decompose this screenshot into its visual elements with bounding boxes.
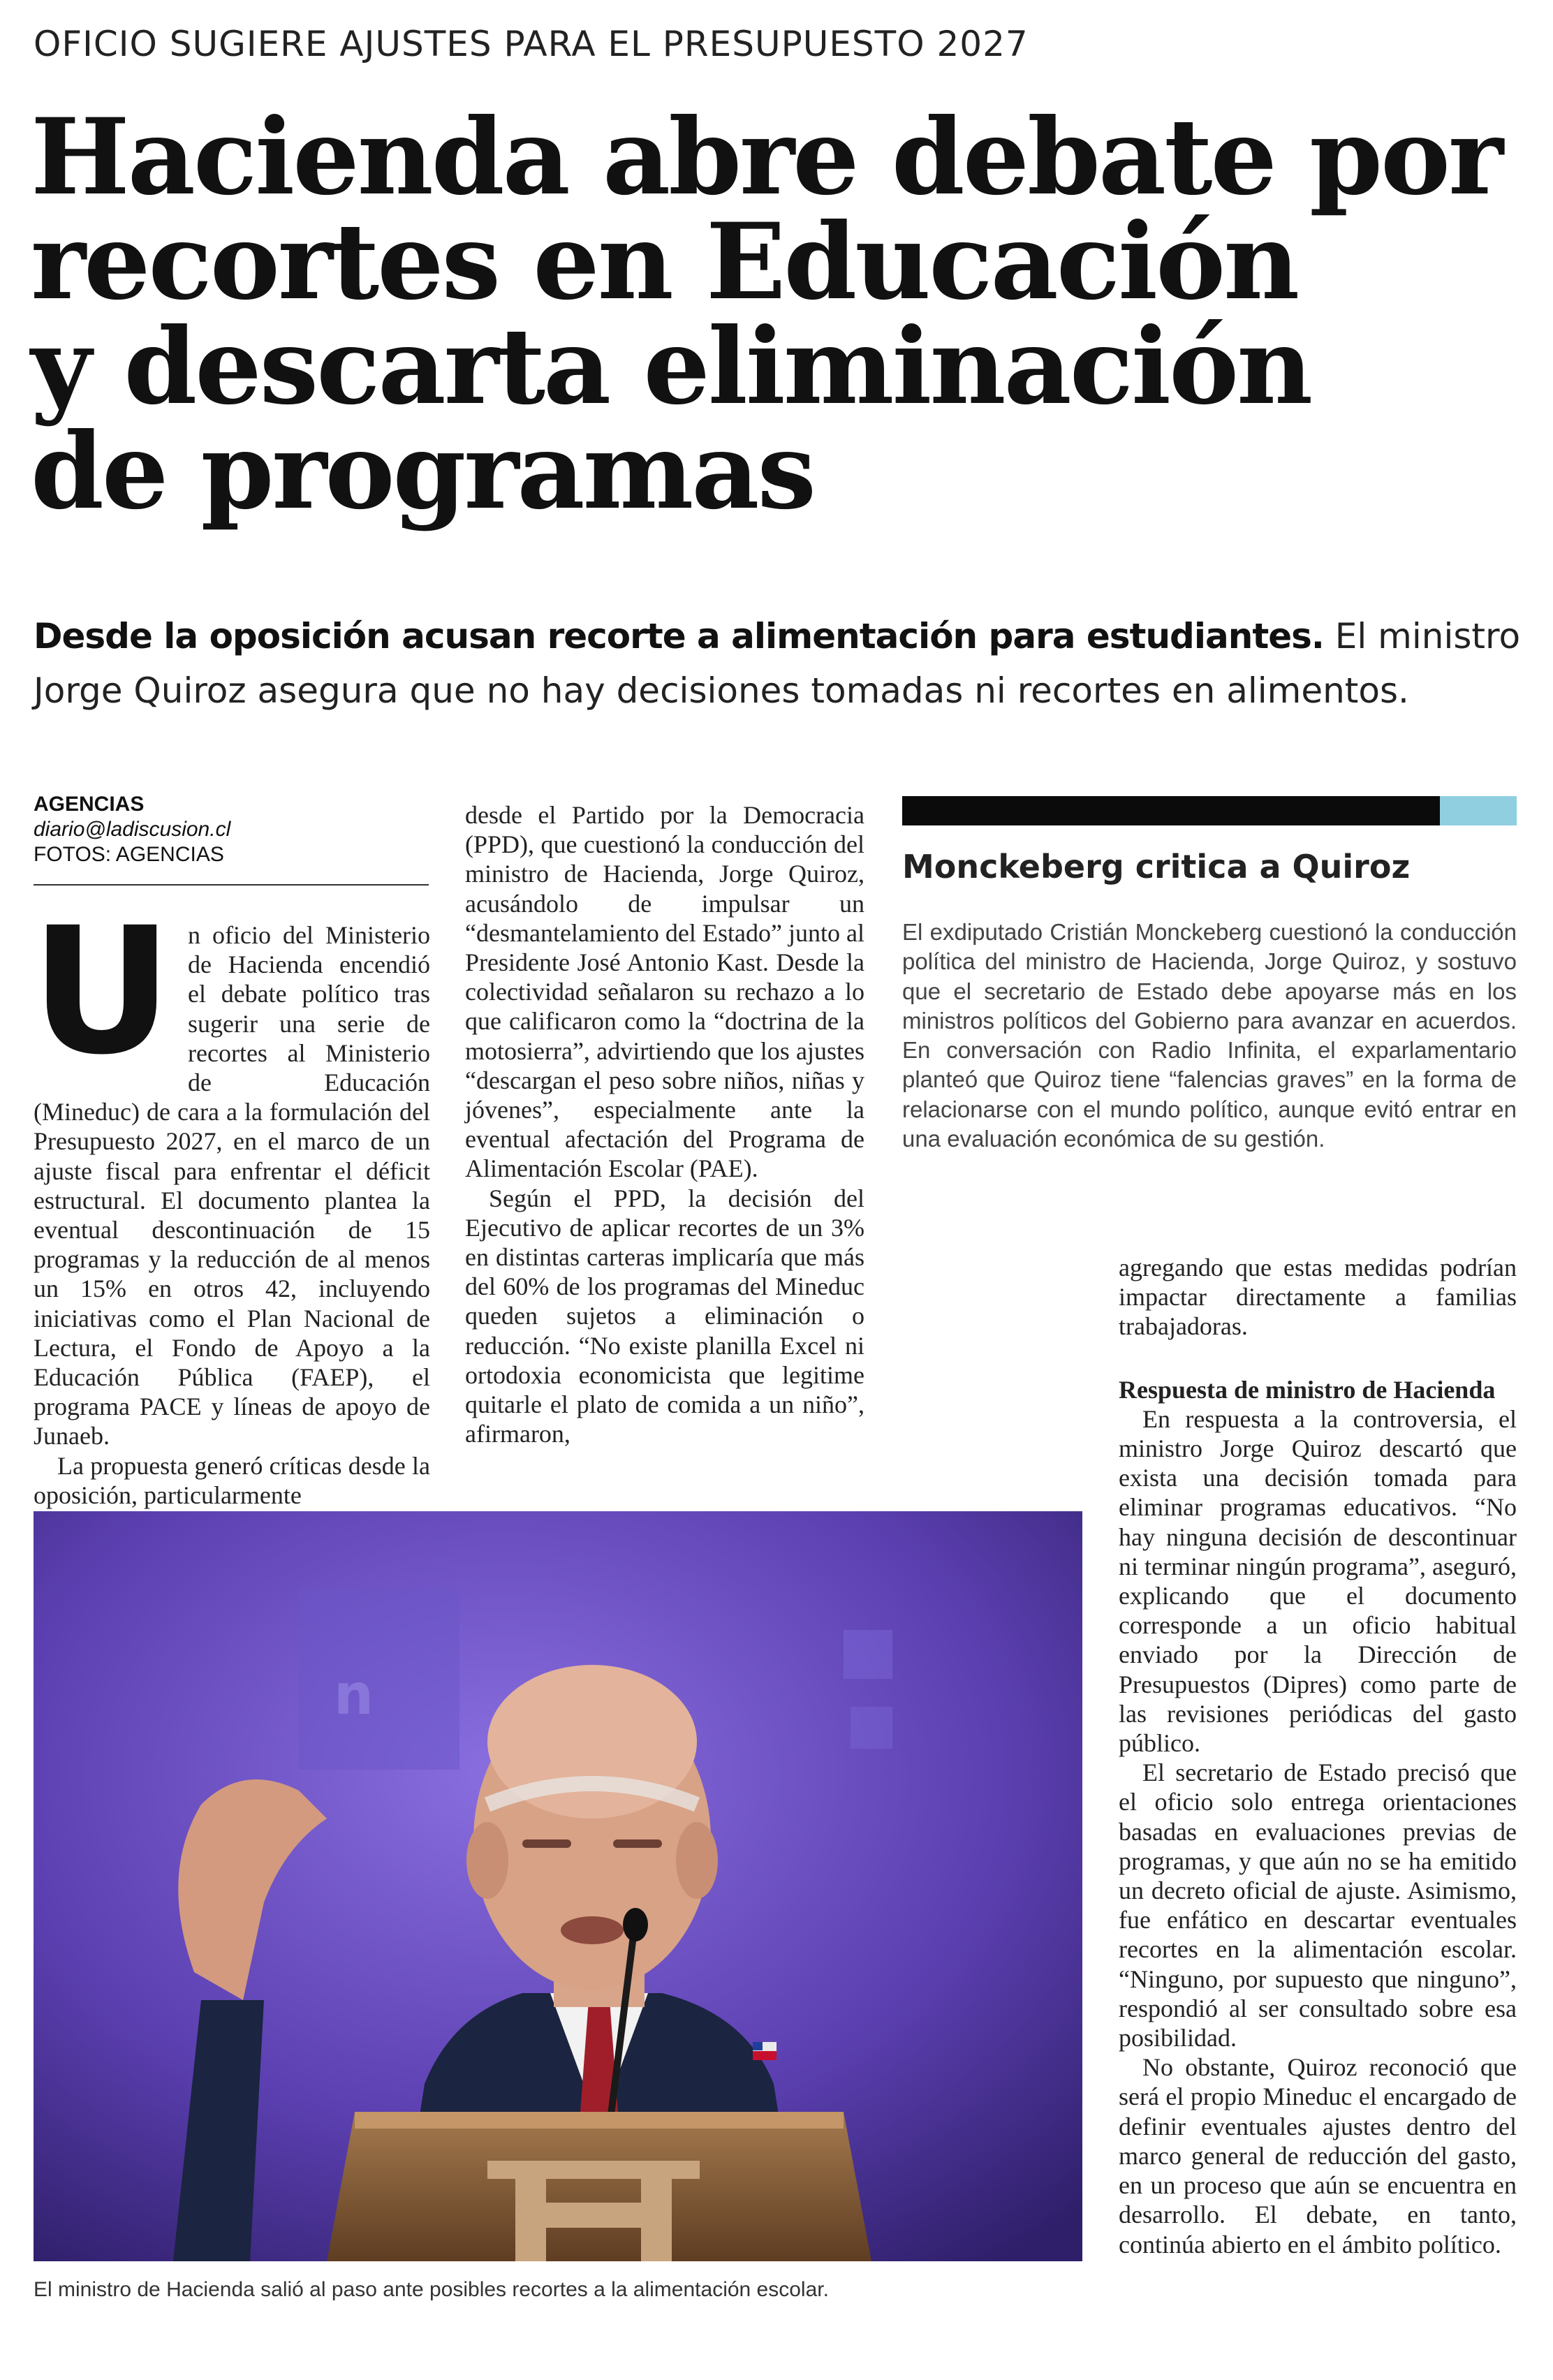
article-paragraph: En respuesta a la controversia, el ministro Jorge Quiroz descartó que exista una decisión tomada para eliminar programas educativos. “No hay ninguna decisión de descontinuar ni terminar ningún programa”, aseguró, explicando que el documento corresponde a un oficio habitual enviado por la Dirección de Presupuestos (Dipres) como parte de las revisiones periódicas del gasto público. — [1119, 1404, 1517, 1758]
article-paragraph: desde el Partido por la Democracia (PPD), que cuestionó la conducción del ministro de Hacienda, Jorge Quiroz, acusándolo de impulsar un “desmantelamiento del Estado” junto al Presidente José Antonio Kast. Desde la colectividad señalaron su rechazo a lo que calificaron como la “doctrina de la motosierra”, advirtiendo que los ajustes “descargan el peso sobre niños, niñas y jóvenes”, especialmente ante la eventual afectación del Programa de Alimentación Escolar (PAE). — [465, 801, 864, 1183]
headline-line: y descarta eliminación — [31, 305, 1311, 428]
lead-text: n oficio del Ministerio de Hacienda encendió el debate político tras sugerir una serie de recortes al Ministerio de Educación (Mineduc) de cara a la formulación del Presupuesto 2027, en el marco de un ajuste fiscal para enfrentar el déficit estructural. El documento plantea la eventual descontinuación de 15 programas y la reducción de al menos un 15% en otros 42, incluyendo iniciativas como el Plan Nacional de Lectura, el Fondo de Apoyo a la Educación Pública (FAEP), el programa PACE y líneas de apoyo de Junaeb. — [34, 921, 430, 1450]
photo-caption: El ministro de Hacienda salió al paso ante posibles recortes a la alimentación escolar. — [34, 2278, 829, 2301]
drop-cap: U — [31, 890, 173, 1093]
article-column-3 — [1119, 1253, 1517, 2259]
sidebar-box-title: Monckeberg critica a Quiroz — [902, 848, 1411, 886]
headline — [31, 96, 1532, 533]
sidebar-box-accent — [1440, 796, 1517, 825]
svg-text:n: n — [334, 1662, 374, 1727]
article-column-1 — [31, 890, 430, 1510]
headline-line: de programas — [31, 410, 814, 533]
byline — [34, 792, 439, 867]
byline-photos: FOTOS: AGENCIAS — [34, 843, 224, 866]
headline-line: Hacienda abre debate por — [31, 96, 1502, 219]
deck-bold: Desde la oposición acusan recorte a alimentación para estudiantes. — [34, 616, 1324, 656]
byline-divider — [34, 884, 429, 886]
headline-line: recortes en Educación — [31, 200, 1298, 323]
byline-email: diario@ladiscusion.cl — [34, 818, 231, 841]
article-paragraph — [31, 890, 430, 1451]
deck-rest: El ministro Jorge Quiroz asegura que no hay decisiones tomadas ni recortes en alimentos. — [34, 616, 1521, 711]
news-photo — [34, 1511, 1082, 2261]
article-paragraph: El secretario de Estado precisó que el oficio solo entrega orientaciones basadas en evaluaciones previas de programas, y que aún no se ha emitido un decreto oficial de ajuste. Asimismo, fue enfático en descartar eventuales recortes en la alimentación escolar. “Ninguno, por supuesto que ninguno”, respondió al ser consultado sobre esa posibilidad. — [1119, 1758, 1517, 2052]
article-paragraph: Según el PPD, la decisión del Ejecutivo de aplicar recortes de un 3% en distintas carteras implicaría que más del 60% de los programas del Mineduc queden sujetos a eliminación o reducción. “No existe planilla Excel ni ortodoxia economicista que legitime quitarle el plato de comida a un niño”, afirmaron, — [465, 1184, 864, 1448]
sidebar-box-body: El exdiputado Cristián Monckeberg cuestionó la conducción política del ministro de Hacienda, Jorge Quiroz, y sostuvo que el secretario de Estado debe apoyarse más en los ministros políticos del Gobierno para avanzar en acuerdos. En conversación con Radio Infinita, el exparlamentario planteó que Quiroz tiene “falencias graves” en la forma de relacionarse con el mundo político, aunque evitó entrar en una evaluación económica de su gestión. — [902, 919, 1517, 1152]
section-subhead: Respuesta de ministro de Hacienda — [1119, 1375, 1496, 1404]
minister-photo-illustration — [34, 1511, 1082, 2261]
article-column-2 — [465, 800, 864, 1448]
deck — [34, 609, 1528, 718]
article-paragraph: La propuesta generó críticas desde la oposición, particularmente — [34, 1451, 430, 1509]
kicker: OFICIO SUGIERE AJUSTES PARA EL PRESUPUESTO 2027 — [34, 24, 1029, 64]
article-paragraph: No obstante, Quiroz reconoció que será el propio Mineduc el encargado de definir eventuales ajustes dentro del marco general de reducción del gasto, en un proceso que aún se encuentra en desarrollo. El debate, en tanto, continúa abierto en el ámbito político. — [1119, 2053, 1517, 2258]
article-paragraph: agregando que estas medidas podrían impactar directamente a familias trabajadoras. — [1119, 1254, 1517, 1341]
byline-agency: AGENCIAS — [34, 793, 145, 816]
sidebar-box-bar — [902, 796, 1440, 825]
